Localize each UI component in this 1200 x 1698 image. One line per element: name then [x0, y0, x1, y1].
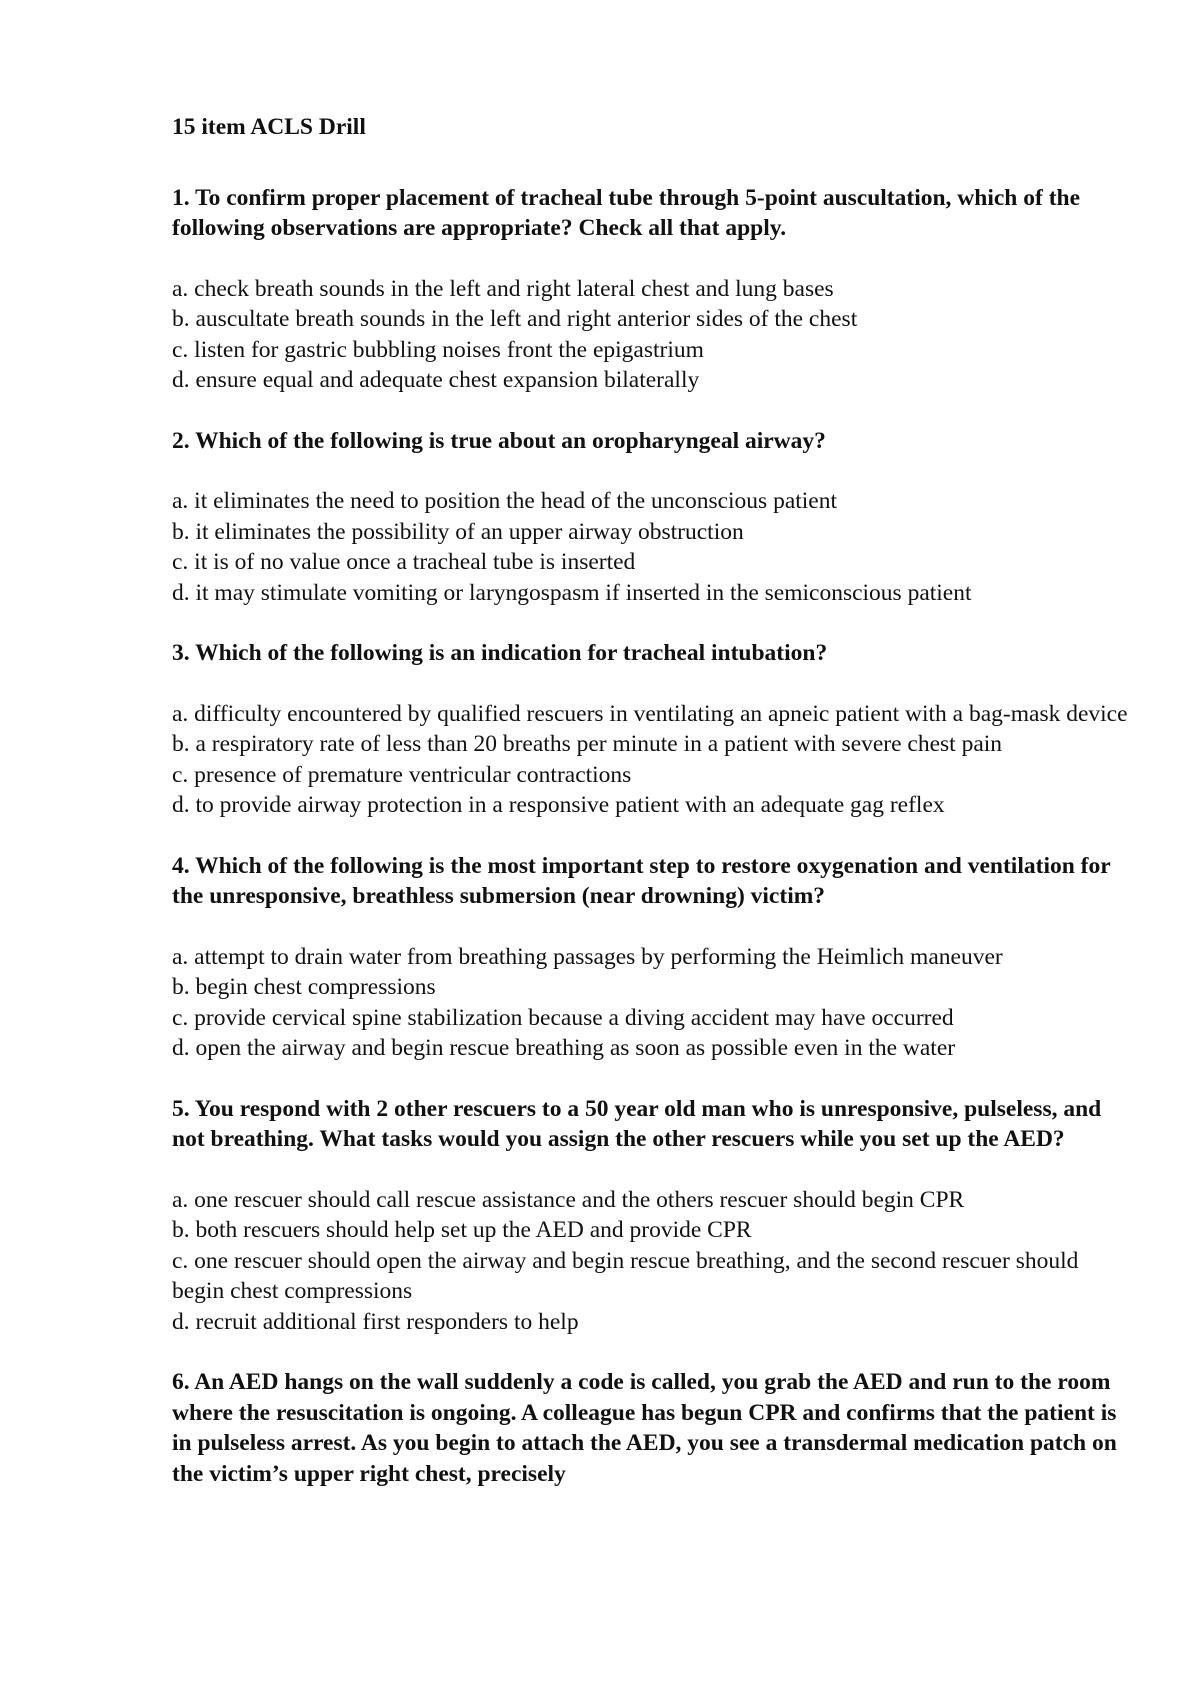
question-4 [172, 851, 1132, 1064]
answer-option: a. difficulty encountered by qualified rescuers in ventilating an apneic patient with a bag-mask device [172, 700, 1128, 727]
answer-option: b. it eliminates the possibility of an upper airway obstruction [172, 518, 744, 545]
question-3 [172, 638, 1132, 821]
answer-options [172, 699, 1132, 821]
answer-options [172, 942, 1132, 1064]
question-5 [172, 1094, 1132, 1338]
answer-option: d. recruit additional first responders to help [172, 1308, 579, 1335]
answer-options [172, 274, 1132, 396]
document-title: 15 item ACLS Drill [172, 114, 366, 140]
answer-option: d. ensure equal and adequate chest expansion bilaterally [172, 367, 700, 393]
answer-option: a. it eliminates the need to position the head of the unconscious patient [172, 488, 838, 514]
answer-option: d. open the airway and begin rescue breathing as soon as possible even in the water [172, 1035, 956, 1061]
answer-option: c. listen for gastric bubbling noises front the epigastrium [172, 336, 704, 363]
answer-option: d. to provide airway protection in a responsive patient with an adequate gag reflex [172, 792, 945, 818]
answer-option: a. attempt to drain water from breathing passages by performing the Heimlich maneuver [172, 943, 1003, 970]
answer-option: b. a respiratory rate of less than 20 breaths per minute in a patient with severe chest pain [172, 731, 1003, 757]
question-text: 1. To confirm proper placement of tracheal tube through 5-point auscultation, which of the following observations are appropriate? Check all that apply. [172, 184, 1081, 241]
answer-options [172, 486, 1132, 608]
answer-option: b. both rescuers should help set up the AED and provide CPR [172, 1217, 752, 1243]
question-6 [172, 1367, 1132, 1489]
answer-option: c. provide cervical spine stabilization because a diving accident may have occurred [172, 1004, 954, 1031]
answer-option: d. it may stimulate vomiting or laryngospasm if inserted in the semiconscious patient [172, 579, 972, 606]
question-text: 5. You respond with 2 other rescuers to a 50 year old man who is unresponsive, pulseless, and not breathing. What tasks would you assign the other rescuers while you set up the AED? [172, 1095, 1102, 1152]
answer-option: a. check breath sounds in the left and right lateral chest and lung bases [172, 275, 834, 302]
answer-option: a. one rescuer should call rescue assistance and the others rescuer should begin CPR [172, 1186, 965, 1213]
question-1 [172, 183, 1132, 396]
question-text: 4. Which of the following is the most important step to restore oxygenation and ventilation for the unresponsive, breathless submersion (near drowning) victim? [172, 852, 1111, 909]
document-body [172, 112, 1132, 1519]
question-text: 6. An AED hangs on the wall suddenly a code is called, you grab the AED and run to the room where the resuscitation is ongoing. A colleague has begun CPR and confirms that the patient is in pulseless arrest. As you begin to attach the AED, you see a transdermal medication patch on the victim’s upper right chest, precisely [172, 1369, 1117, 1487]
question-2 [172, 426, 1132, 609]
answer-option: c. presence of premature ventricular contractions [172, 761, 632, 788]
answer-option: b. auscultate breath sounds in the left and right anterior sides of the chest [172, 306, 858, 332]
answer-option: b. begin chest compressions [172, 974, 436, 1000]
question-text: 2. Which of the following is true about an oropharyngeal airway? [172, 427, 826, 454]
answer-option: c. one rescuer should open the airway and begin rescue breathing, and the second rescuer should begin chest compressions [172, 1247, 1079, 1304]
answer-option: c. it is of no value once a tracheal tube is inserted [172, 549, 636, 575]
answer-options [172, 1185, 1132, 1338]
question-text: 3. Which of the following is an indication for tracheal intubation? [172, 640, 828, 666]
